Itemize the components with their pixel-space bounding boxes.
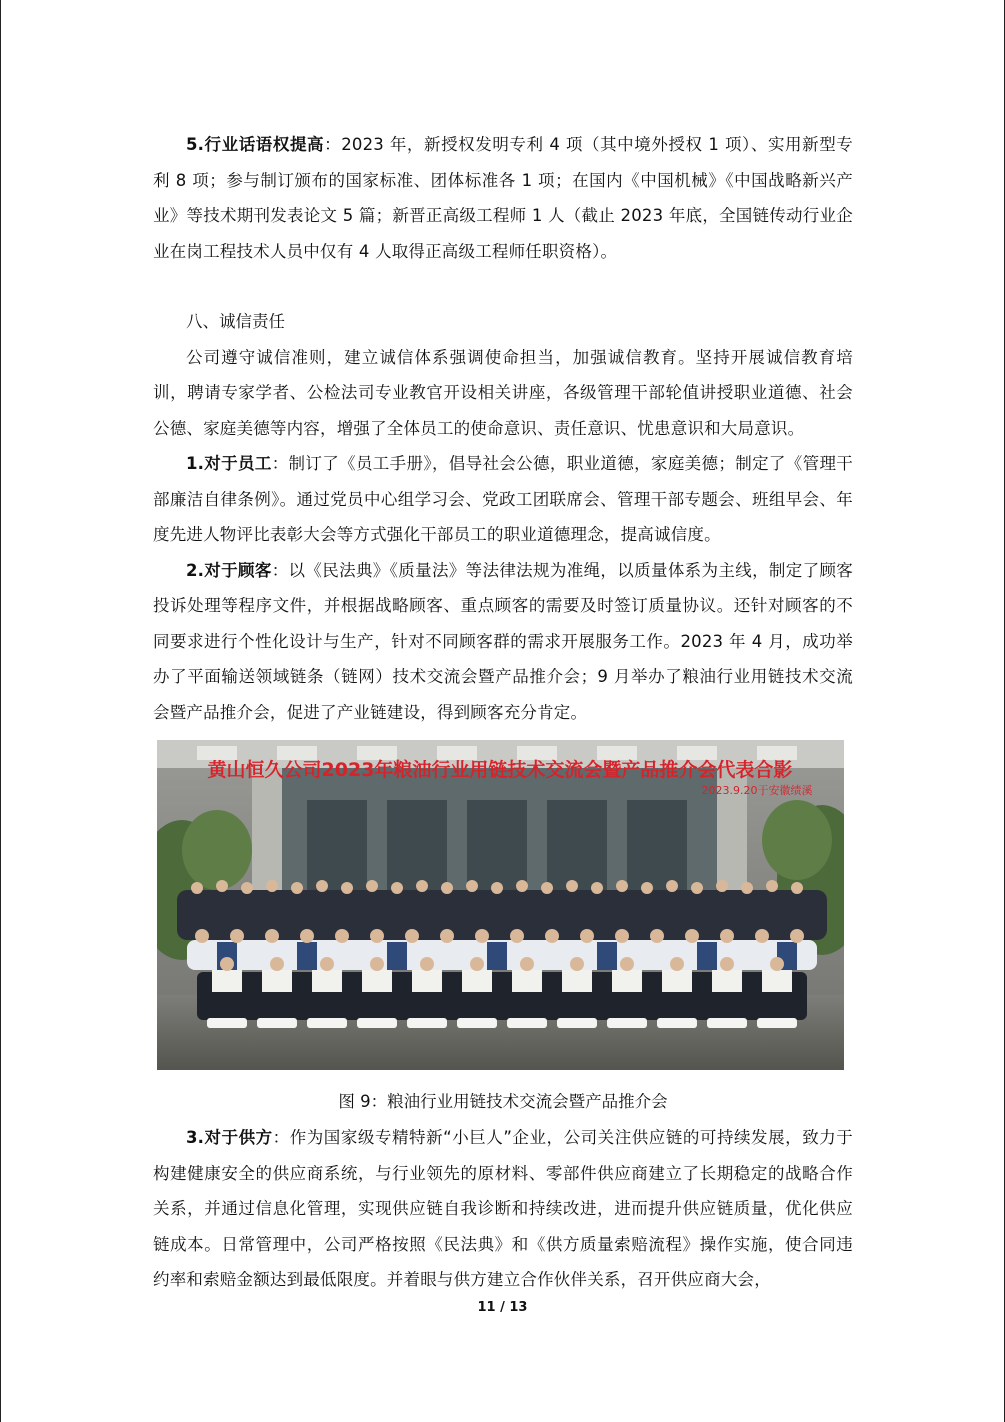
section-8-title: 八、诚信责任 [186, 312, 285, 331]
section-8-intro: 公司遵守诚信准则，建立诚信体系强调使命担当，加强诚信教育。坚持开展诚信教育培训，聘请专家学者、公检法司专业教官开设相关讲座，各级管理干部轮值讲授职业道德、社会公德、家庭美德等内容，增强了全体员工的使命意识、责任意识、忧患意识和大局意识。 [153, 347, 853, 438]
paragraph-5 [153, 127, 853, 269]
item-2-text: ：以《民法典》《质量法》等法律法规为准绳，以质量体系为主线，制定了顾客投诉处理等程序文件，并根据战略顾客、重点顾客的需要及时签订质量协议。还针对顾客的不同要求进行个性化设计与生产，针对不同顾客群的需求开展服务工作。2023 年 4 月，成功举办了平面输送领域链条（链网）技术交流会暨产品推介会；9 月举办了粮油行业用链技术交流会暨产品推介会，促进了产业链建设，得到顾客充分肯定。 [153, 560, 854, 722]
item-3-text: ：作为国家级专精特新“小巨人”企业，公司关注供应链的可持续发展，致力于构建健康安全的供应商系统，与行业领先的原材料、零部件供应商建立了长期稳定的战略合作关系，并通过信息化管理，实现供应链自我诊断和持续改进，进而提升供应链质量，优化供应链成本。日常管理中，公司严格按照《民法典》和《供方质量索赔流程》操作实施，使合同违约率和索赔金额达到最低限度。并着眼与供方建立合作伙伴关系，召开供应商大会， [153, 1128, 853, 1289]
item-1-lead: 1.对于员工 [186, 454, 272, 473]
section-8-item-3-block [153, 1120, 853, 1298]
paragraph-5-lead: 5.行业话语权提高 [186, 135, 325, 154]
section-8-item-1 [153, 446, 853, 553]
item-2-lead: 2.对于顾客 [186, 560, 272, 580]
item-3-lead: 3.对于供方 [186, 1128, 273, 1147]
page-number: 11 / 13 [477, 1300, 528, 1315]
photo-banner: 黄山恒久公司2023年粮油行业用链技术交流会暨产品推介会代表合影 [207, 759, 793, 781]
section-8-item-3 [153, 1120, 853, 1298]
section-8 [153, 304, 853, 730]
photo-banner-date: 2023.9.20于安徽绩溪 [701, 784, 813, 797]
figure-caption: 图 9：粮油行业用链技术交流会暨产品推介会 [338, 1092, 668, 1111]
group-photo [157, 740, 844, 1070]
item-1-text: ：制订了《员工手册》，倡导社会公德，职业道德，家庭美德；制定了《管理干部廉洁自律条例》。通过党员中心组学习会、党政工团联席会、管理干部专题会、班组早会、年度先进人物评比表彰大会等方式强化干部员工的职业道德理念，提高诚信度。 [153, 454, 854, 544]
page-border-left [0, 0, 1, 1422]
paragraph-5-text: ：2023 年，新授权发明专利 4 项（其中境外授权 1 项）、实用新型专利 8 项；参与制订颁布的国家标准、团体标准各 1 项；在国内《中国机械》《中国战略新兴产业》等技术期刊发表论文 5 篇；新晋正高级工程师 1 人（截止 2023 年底，全国链传动行业企业在岗工程技术人员中仅有 4 人取得正高级工程师任职资格）。 [153, 135, 853, 261]
group-photo-illustration [157, 740, 844, 1070]
section-8-item-2 [153, 553, 853, 731]
